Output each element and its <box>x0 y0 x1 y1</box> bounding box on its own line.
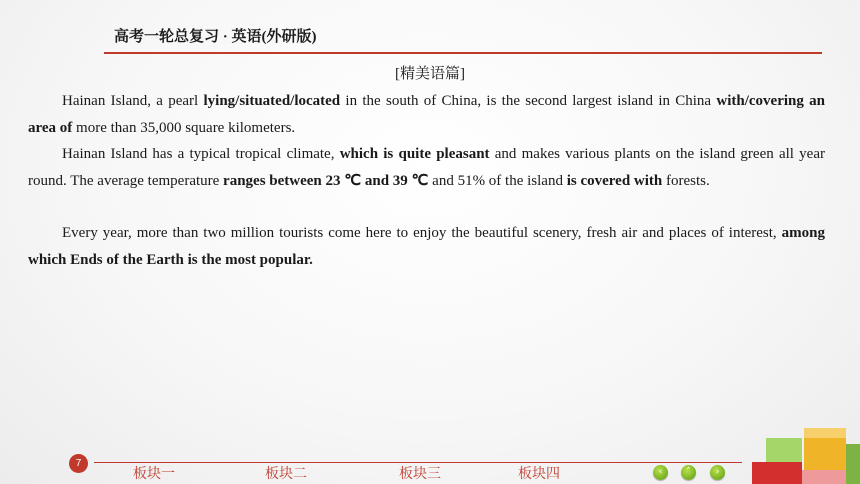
p3-bold-1: among which Ends of the Earth is the most popular. <box>28 225 825 268</box>
p1-text-3: more than 35,000 square kilometers. <box>72 119 296 136</box>
p1-bold-1: lying/situated/located <box>203 93 341 109</box>
p2-bold-3: is covered with <box>566 172 663 189</box>
nav-section-4[interactable]: 板块四 <box>518 467 560 482</box>
up-button[interactable] <box>681 465 696 480</box>
deco-block-green <box>846 444 860 484</box>
p1-text-1: Hainan Island, a pearl <box>62 93 204 109</box>
p1-text-2: in the south of China, is the second largest island in China <box>340 93 717 109</box>
decorative-blocks <box>748 426 860 484</box>
paragraph-2 <box>28 141 825 194</box>
deco-block-orange-shade <box>804 428 846 438</box>
nav-section-1[interactable]: 板块一 <box>133 467 175 482</box>
paragraph-3 <box>28 220 825 273</box>
paragraph-1 <box>28 88 825 141</box>
deco-block-pink <box>802 470 846 484</box>
next-button[interactable] <box>710 465 725 480</box>
chevron-right-icon: › <box>715 467 720 477</box>
prev-button[interactable] <box>653 465 668 480</box>
p2-text-2: and makes various plants on the island green all year round. The average temperature <box>28 146 825 189</box>
nav-section-2[interactable]: 板块二 <box>265 467 307 482</box>
p2-text-4: forests. <box>662 172 710 189</box>
header-title: 高考一轮总复习 · 英语(外研版) <box>114 29 317 45</box>
chevron-left-icon: ‹ <box>658 467 663 477</box>
p2-text-1: Hainan Island has a typical tropical climate, <box>62 146 340 162</box>
p2-bold-2: ranges between 23 ℃ and 39 ℃ <box>223 172 429 189</box>
nav-section-3[interactable]: 板块三 <box>399 467 441 482</box>
section-tag: [精美语篇] <box>395 66 465 82</box>
deco-block-red <box>752 462 802 484</box>
p1-bold-2: with/covering an area of <box>28 93 825 136</box>
p3-text-1: Every year, more than two million tourists come here to enjoy the beautiful scenery, fresh air and places of interest, <box>62 225 782 241</box>
p2-text-3: and 51% of the island <box>428 172 567 189</box>
chevron-up-icon: ˄ <box>686 467 691 477</box>
header-divider <box>104 52 822 54</box>
page-number-badge: 7 <box>69 454 88 473</box>
p2-bold-1: which is quite pleasant <box>339 146 490 162</box>
